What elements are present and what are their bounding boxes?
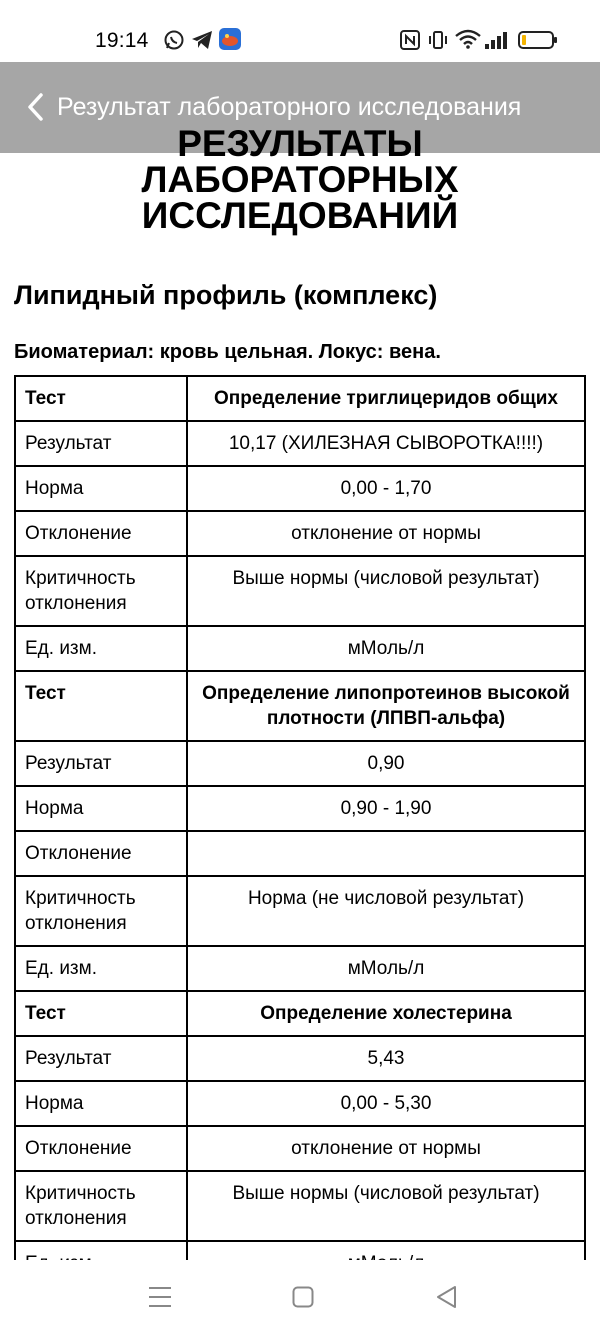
result-row — [15, 421, 585, 466]
unit-label: Ед. изм. — [15, 626, 187, 671]
unit-value: мМоль/л — [187, 946, 585, 991]
unit-value: мМоль/л — [187, 626, 585, 671]
result-label: Результат — [15, 1036, 187, 1081]
deviation-label: Отклонение — [15, 1126, 187, 1171]
battery-icon — [518, 31, 558, 54]
back-triangle-icon[interactable] — [435, 1285, 457, 1314]
norm-label: Норма — [15, 1081, 187, 1126]
status-time: 19:14 — [95, 29, 149, 52]
telegram-icon — [191, 30, 213, 55]
result-value: 5,43 — [187, 1036, 585, 1081]
home-icon[interactable] — [292, 1286, 314, 1313]
app-bar-title: Результат лабораторного исследования — [57, 93, 522, 121]
unit-label: Ед. изм. — [15, 946, 187, 991]
result-value: 10,17 (ХИЛЕЗНАЯ СЫВОРОТКА!!!!) — [187, 421, 585, 466]
criticality-label: Критичность отклонения — [15, 556, 187, 626]
signal-icon — [485, 30, 509, 55]
criticality-row — [15, 556, 585, 626]
app-icon — [219, 28, 241, 55]
deviation-value: отклонение от нормы — [187, 1126, 585, 1171]
biomaterial-info: Биоматериал: кровь цельная. Локус: вена. — [14, 341, 441, 363]
test-header-row — [15, 376, 585, 421]
status-bar — [0, 0, 600, 62]
document-title-line: ЛАБОРАТОРНЫХ — [141, 159, 459, 200]
result-row — [15, 741, 585, 786]
norm-row — [15, 466, 585, 511]
test-name: Определение холестерина — [187, 991, 585, 1036]
criticality-label: Критичность отклонения — [15, 876, 187, 946]
result-value: 0,90 — [187, 741, 585, 786]
criticality-value: Выше нормы (числовой результат) — [187, 1171, 585, 1241]
test-label: Тест — [15, 376, 187, 421]
document-title — [0, 123, 600, 236]
norm-value: 0,00 - 1,70 — [187, 466, 585, 511]
results-table — [14, 375, 586, 1287]
system-nav-bar — [0, 1260, 600, 1332]
result-label: Результат — [15, 741, 187, 786]
criticality-value: Норма (не числовой результат) — [187, 876, 585, 946]
chevron-left-icon — [26, 93, 44, 121]
deviation-row — [15, 511, 585, 556]
norm-value: 0,90 - 1,90 — [187, 786, 585, 831]
menu-icon[interactable] — [148, 1286, 172, 1313]
report-content[interactable] — [0, 123, 600, 1260]
document-title-line: РЕЗУЛЬТАТЫ — [177, 123, 423, 164]
wifi-icon — [455, 29, 481, 54]
criticality-row — [15, 876, 585, 946]
test-name: Определение липопротеинов высокой плотности (ЛПВП-альфа) — [187, 671, 585, 741]
norm-row — [15, 786, 585, 831]
test-header-row — [15, 991, 585, 1036]
deviation-value — [187, 831, 585, 876]
test-header-row — [15, 671, 585, 741]
result-row — [15, 1036, 585, 1081]
back-button[interactable] — [18, 90, 52, 124]
norm-row — [15, 1081, 585, 1126]
unit-row — [15, 626, 585, 671]
nfc-icon — [400, 30, 420, 55]
deviation-label: Отклонение — [15, 831, 187, 876]
result-label: Результат — [15, 421, 187, 466]
unit-row — [15, 946, 585, 991]
norm-label: Норма — [15, 466, 187, 511]
section-title: Липидный профиль (комплекс) — [14, 280, 438, 310]
norm-label: Норма — [15, 786, 187, 831]
criticality-row — [15, 1171, 585, 1241]
deviation-row — [15, 831, 585, 876]
test-label: Тест — [15, 991, 187, 1036]
test-label: Тест — [15, 671, 187, 741]
criticality-value: Выше нормы (числовой результат) — [187, 556, 585, 626]
document-title-line: ИССЛЕДОВАНИЙ — [141, 195, 459, 236]
vibrate-icon — [428, 30, 448, 55]
deviation-label: Отклонение — [15, 511, 187, 556]
deviation-row — [15, 1126, 585, 1171]
norm-value: 0,00 - 5,30 — [187, 1081, 585, 1126]
test-name: Определение триглицеридов общих — [187, 376, 585, 421]
criticality-label: Критичность отклонения — [15, 1171, 187, 1241]
deviation-value: отклонение от нормы — [187, 511, 585, 556]
whatsapp-icon — [163, 29, 185, 56]
